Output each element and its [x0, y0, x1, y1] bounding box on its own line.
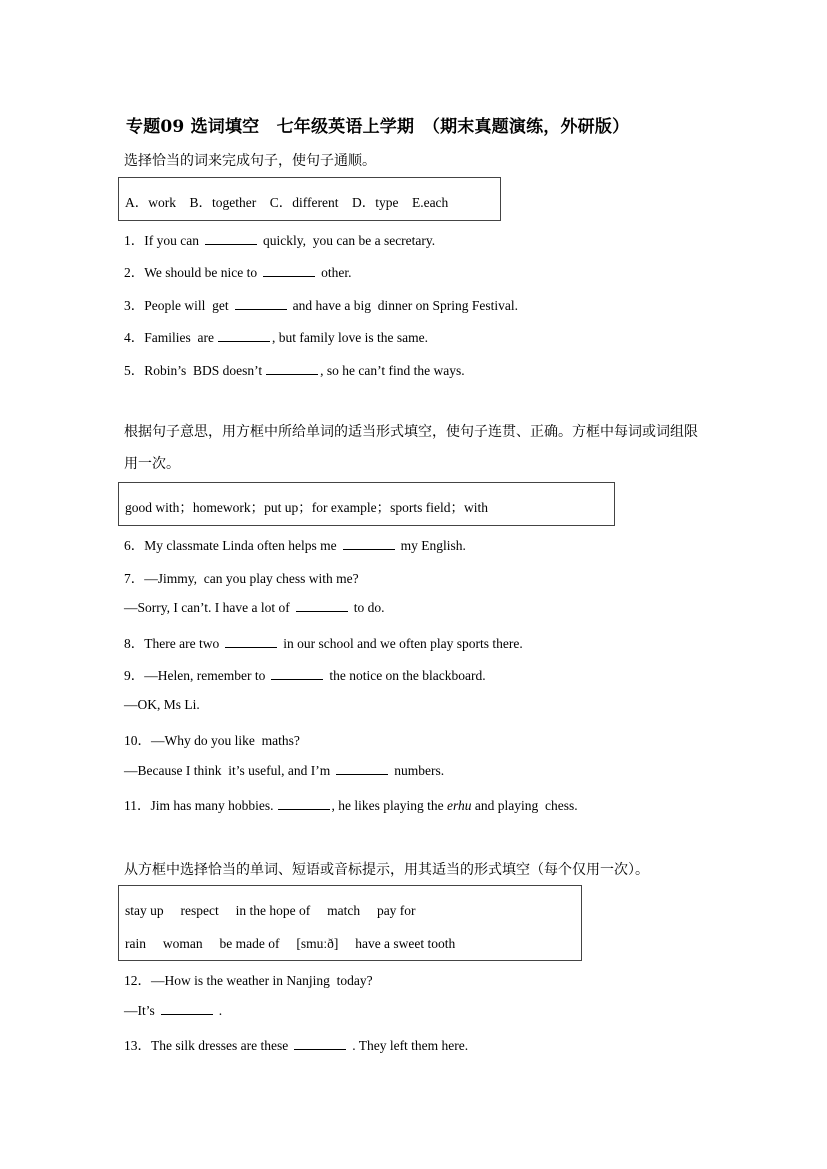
section3-instruction: 从方框中选择恰当的单词、短语或音标提示，用其适当的形式填空（每个仅用一次）。 — [124, 862, 649, 878]
question-10a: 10．—Why do you like maths? — [124, 733, 300, 748]
answer-blank[interactable] — [343, 537, 395, 550]
question-1: 1．If you can quickly, you can be a secretary. — [124, 233, 436, 248]
answer-blank[interactable] — [225, 635, 277, 648]
answer-blank[interactable] — [296, 599, 348, 612]
section2-word-box — [118, 482, 615, 526]
question-12a: 12．—How is the weather in Nanjing today? — [124, 973, 373, 988]
question-12b: —It’s . — [124, 1003, 223, 1018]
answer-blank[interactable] — [161, 1002, 213, 1015]
question-11: 11．Jim has many hobbies. , he likes playing the erhu and playing chess. — [124, 798, 578, 813]
question-10b: —Because I think it’s useful, and I’m numbers. — [124, 763, 445, 778]
answer-blank[interactable] — [336, 762, 388, 775]
answer-blank[interactable] — [205, 232, 257, 245]
question-6: 6．My classmate Linda often helps me my English. — [124, 538, 466, 553]
question-4: 4．Families are , but family love is the same. — [124, 330, 428, 345]
answer-blank[interactable] — [263, 264, 315, 277]
section1-box-words: A．work B．together C．different D．type E.each — [125, 195, 449, 210]
question-9a: 9．—Helen, remember to the notice on the blackboard. — [124, 668, 486, 683]
answer-blank[interactable] — [294, 1037, 346, 1050]
question-13: 13．The silk dresses are these . They left them here. — [124, 1038, 469, 1053]
section1-instruction: 选择恰当的词来完成句子，使句子通顺。 — [124, 153, 376, 169]
question-8: 8．There are two in our school and we often play sports there. — [124, 636, 523, 651]
question-5: 5．Robin’s BDS doesn’t , so he can’t find the ways. — [124, 363, 465, 378]
question-7a: 7．—Jimmy, can you play chess with me? — [124, 571, 359, 586]
page-title: 专题09 选词填空 七年级英语上学期 （期末真题演练，外研版） — [126, 117, 630, 137]
question-9b: —OK, Ms Li. — [124, 697, 200, 712]
section2-box-words: good with；homework；put up；for example；sports field；with — [125, 500, 488, 515]
question-7b: —Sorry, I can’t. I have a lot of to do. — [124, 600, 385, 615]
question-2: 2．We should be nice to other. — [124, 265, 352, 280]
section2-instruction: 根据句子意思，用方框中所给单词的适当形式填空，使句子连贯、正确。方框中每词或词组限用一次。 — [124, 424, 698, 472]
answer-blank[interactable] — [278, 797, 330, 810]
section1-word-box — [118, 177, 501, 221]
answer-blank[interactable] — [271, 667, 323, 680]
section3-box-row2: rain woman be made of [smuːð] have a sweet tooth — [125, 936, 456, 951]
answer-blank[interactable] — [235, 297, 287, 310]
answer-blank[interactable] — [218, 329, 270, 342]
section3-word-box — [118, 885, 582, 961]
question-3: 3．People will get and have a big dinner on Spring Festival. — [124, 298, 518, 313]
answer-blank[interactable] — [266, 362, 318, 375]
section3-box-row1: stay up respect in the hope of match pay for — [125, 903, 416, 918]
